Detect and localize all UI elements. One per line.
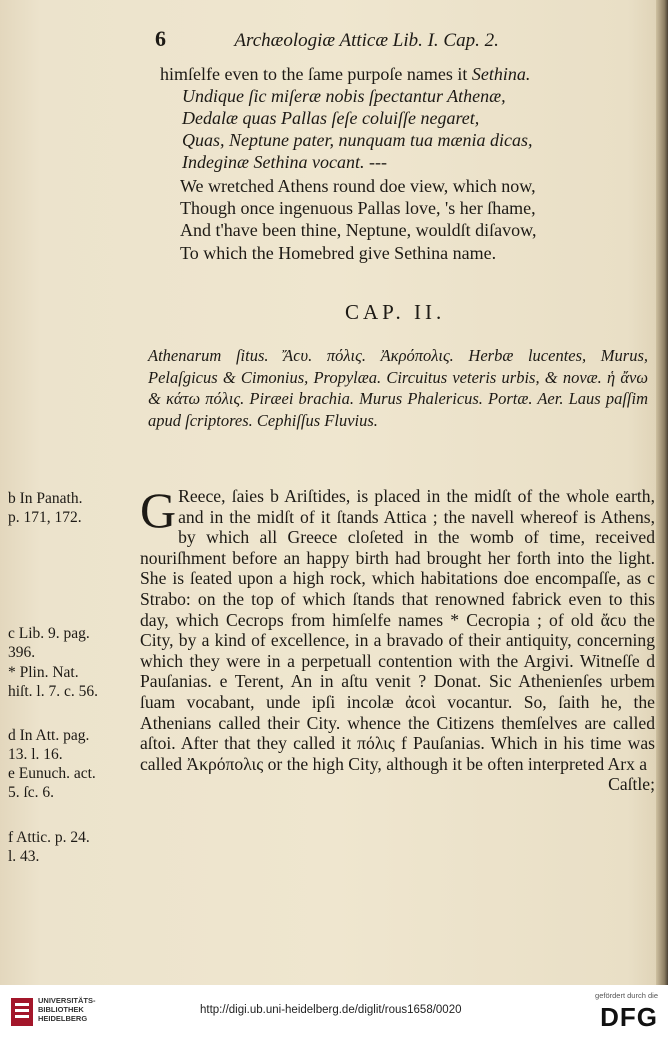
marginal-note: l. 43. — [8, 848, 40, 865]
verse-line: To which the Homebred give Sethina name. — [180, 243, 497, 263]
body-text — [140, 482, 655, 795]
dfg-logo: DFG — [600, 1002, 658, 1032]
verse-line: Quas, Neptune pater, nunquam tua mænia dicas, — [182, 130, 533, 150]
university-seal-icon — [10, 997, 34, 1027]
marginal-note: d In Att. pag. — [8, 727, 90, 744]
marginal-note: 13. l. 16. — [8, 746, 63, 763]
marginal-note: f Attic. p. 24. — [8, 829, 90, 846]
marginal-note: hiſt. l. 7. c. 56. — [8, 683, 98, 700]
viewer-footer — [0, 985, 668, 1039]
marginal-note: 5. ſc. 6. — [8, 784, 55, 801]
catchword: Caſtle; — [608, 774, 655, 795]
marginal-note: p. 171, 172. — [8, 509, 82, 526]
verse-line: Undique ſic miſeræ nobis ſpectantur Athenæ, — [182, 86, 506, 106]
chapter-summary: Athenarum ſitus. Ἄϲυ. πόλις. Ἀκρόπολις. Herbæ lucentes, Murus, Pelaſgicus & Cimonius, Propylæa. Circuitus veteris urbis, & novæ. ἡ ἄνω & κάτω πόλις. Piræei brachia. Murus Phalericus. Portæ. Aer. Laus paſſim apud ſcriptores. Cephiſſus Fluvius. — [148, 346, 648, 430]
funding-note: gefördert durch die — [595, 991, 658, 1000]
library-name: UNIVERSITÄTS- BIBLIOTHEK HEIDELBERG — [38, 996, 96, 1023]
verse-line: Though once ingenuous Pallas love, 's her ſhame, — [180, 198, 536, 218]
verse-line: And t'have been thine, Neptune, wouldſt diſavow, — [180, 220, 537, 240]
running-title: Archæologiæ Atticæ Lib. I. Cap. 2. — [234, 30, 499, 51]
marginal-note: * Plin. Nat. — [8, 664, 79, 681]
verse-line: We wretched Athens round doe view, which now, — [180, 176, 536, 196]
verse-line: himſelfe even to the ſame purpoſe names it Sethina. — [160, 64, 531, 84]
body-paragraph: Reece, ſaies b Ariſtides, is placed in the midſt of the whole earth, and in the midſt of it ſtands Attica ; the navell whereof is Athens, by which all Greece cloſeted in the womb of time, received nouriſhment before an happy birth had brought her forth into the light. She is ſeated upon a high rock, which habitations doe encompaſſe, as c Strabo: on the top of which ſtands that renowned fabrick even to this day, which Cecrops from himſelfe names * Cecropia ; of old ἄϲυ the City, by a kind of excellence, in a bravado of their antiquity, concerning which they were in a perpetuall contention with the Argivi. Witneſſe d Pauſanias. e Terent, An in aſtu venit ? Donat. Sic Athenienſes urbem ſuam vocabant, unde ipſi incolæ ἀϲοὶ vocantur. So, ſaith he, the Athenians called their City. whence the Citizens themſelves are called aſtoi. After that they called it πόλις f Pauſanias. Which in his time was called Ἀκρόπολις or the high City, although it be often interpreted Arx a — [140, 486, 655, 774]
verse-line: Dedalæ quas Pallas ſeſe coluiſſe negaret, — [182, 108, 480, 128]
page-edge — [656, 0, 668, 985]
permalink[interactable]: http://digi.ub.uni-heidelberg.de/diglit/rous1658/0020 — [200, 1004, 462, 1016]
marginal-note: e Eunuch. act. — [8, 765, 96, 782]
marginal-note: b In Panath. — [8, 490, 83, 507]
marginal-note: 396. — [8, 644, 36, 661]
verse-line: Indeginæ Sethina vocant. --- — [182, 152, 387, 172]
chapter-heading: CAP. II. — [345, 300, 446, 324]
drop-cap: G — [140, 482, 177, 538]
running-header — [155, 26, 595, 52]
marginal-note: c Lib. 9. pag. — [8, 625, 90, 642]
page-number: 6 — [155, 26, 166, 51]
